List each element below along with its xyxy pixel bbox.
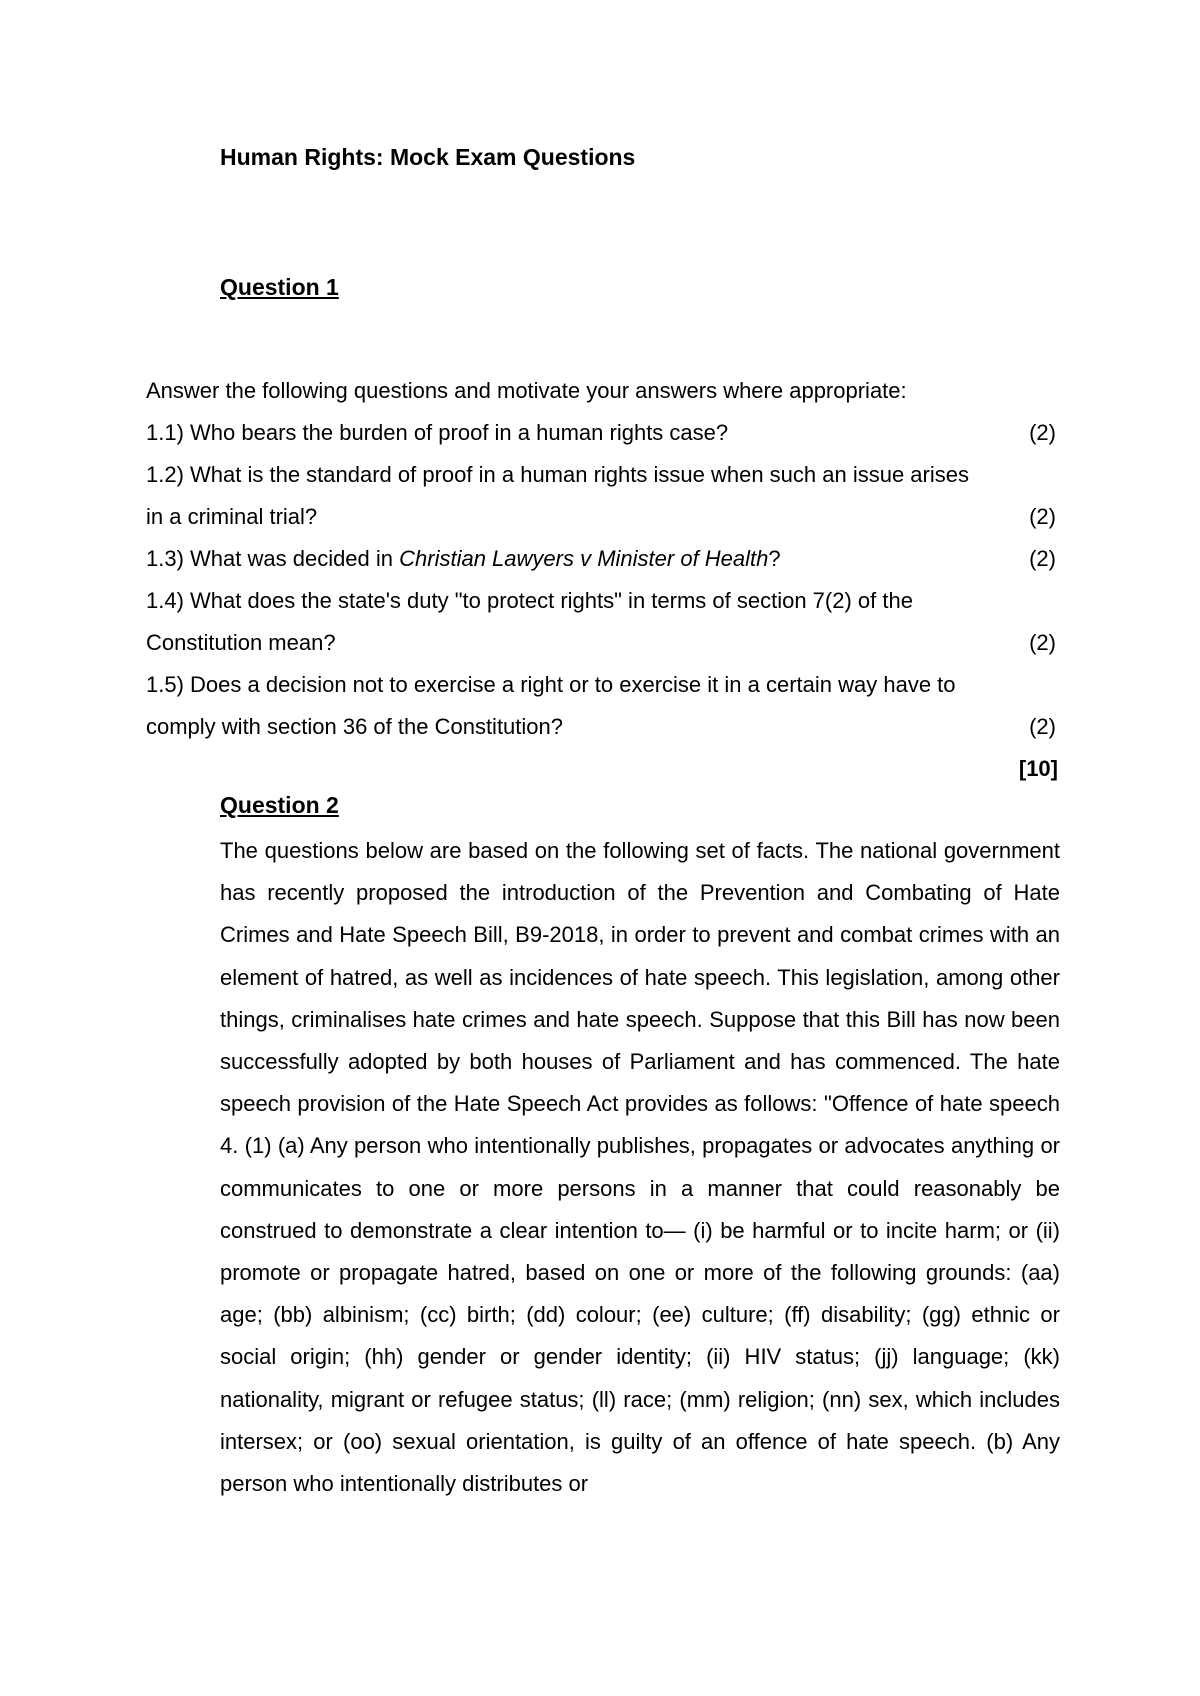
- sub-question-text-cont: Constitution mean?: [146, 630, 336, 655]
- sub-question-prefix: 1.3) What was decided in: [146, 546, 400, 571]
- sub-question-marks: (2): [1029, 504, 1056, 529]
- sub-question-1-3: [146, 538, 1060, 580]
- question-1-heading: Question 1: [220, 274, 339, 300]
- sub-question-text-cont: comply with section 36 of the Constitution?: [146, 714, 564, 739]
- sub-question-1-2: [146, 454, 1060, 538]
- question-1-block: [146, 370, 1060, 790]
- sub-question-text: 1.4) What does the state's duty "to protect rights" in terms of section 7(2) of the: [146, 588, 913, 613]
- sub-question-1-1: [146, 412, 1060, 454]
- sub-question-marks: (2): [1029, 546, 1056, 571]
- sub-question-text: 1.5) Does a decision not to exercise a right or to exercise it in a certain way have to: [146, 672, 956, 697]
- sub-question-marks: (2): [1029, 630, 1056, 655]
- question-1-intro: Answer the following questions and motivate your answers where appropriate:: [146, 378, 907, 403]
- sub-question-text: [146, 538, 996, 580]
- sub-question-text: 1.1) Who bears the burden of proof in a human rights case?: [146, 420, 729, 445]
- sub-question-text-cont: in a criminal trial?: [146, 504, 318, 529]
- sub-question-text: 1.2) What is the standard of proof in a human rights issue when such an issue arises: [146, 462, 969, 487]
- question-2-heading: Question 2: [220, 792, 339, 818]
- sub-question-1-4: [146, 580, 1060, 664]
- sub-question-marks: (2): [1029, 420, 1056, 445]
- document-title: Human Rights: Mock Exam Questions: [220, 144, 636, 170]
- question-2-body: The questions below are based on the following set of facts. The national government has recently proposed the introduction of the Prevention and Combating of Hate Crimes and Hate Speech Bill, B9-2018, in order to prevent and combat crimes with an element of hatred, as well as incidences of hate speech. This legislation, among other things, criminalises hate crimes and hate speech. Suppose that this Bill has now been successfully adopted by both houses of Parliament and has commenced. The hate speech provision of the Hate Speech Act provides as follows: "Offence of hate speech 4. (1) (a) Any person who intentionally publishes, propagates or advocates anything or communicates to one or more persons in a manner that could reasonably be construed to demonstrate a clear intention to— (i) be harmful or to incite harm; or (ii) promote or propagate hatred, based on one or more of the following grounds: (aa) age; (bb) albinism; (cc) birth; (dd) colour; (ee) culture; (ff) disability; (gg) ethnic or social origin; (hh) gender or gender identity; (ii) HIV status; (jj) language; (kk) nationality, migrant or refugee status; (ll) race; (mm) religion; (nn) sex, which includes intersex; or (oo) sexual orientation, is guilty of an offence of hate speech. (b) Any person who intentionally distributes or: [220, 838, 1060, 1497]
- sub-question-marks: (2): [1029, 714, 1056, 739]
- question-1-total-marks: [10]: [1018, 756, 1058, 781]
- case-name: Christian Lawyers v Minister of Health: [399, 546, 769, 571]
- sub-question-suffix: ?: [768, 546, 781, 571]
- sub-question-1-5: [146, 664, 1060, 748]
